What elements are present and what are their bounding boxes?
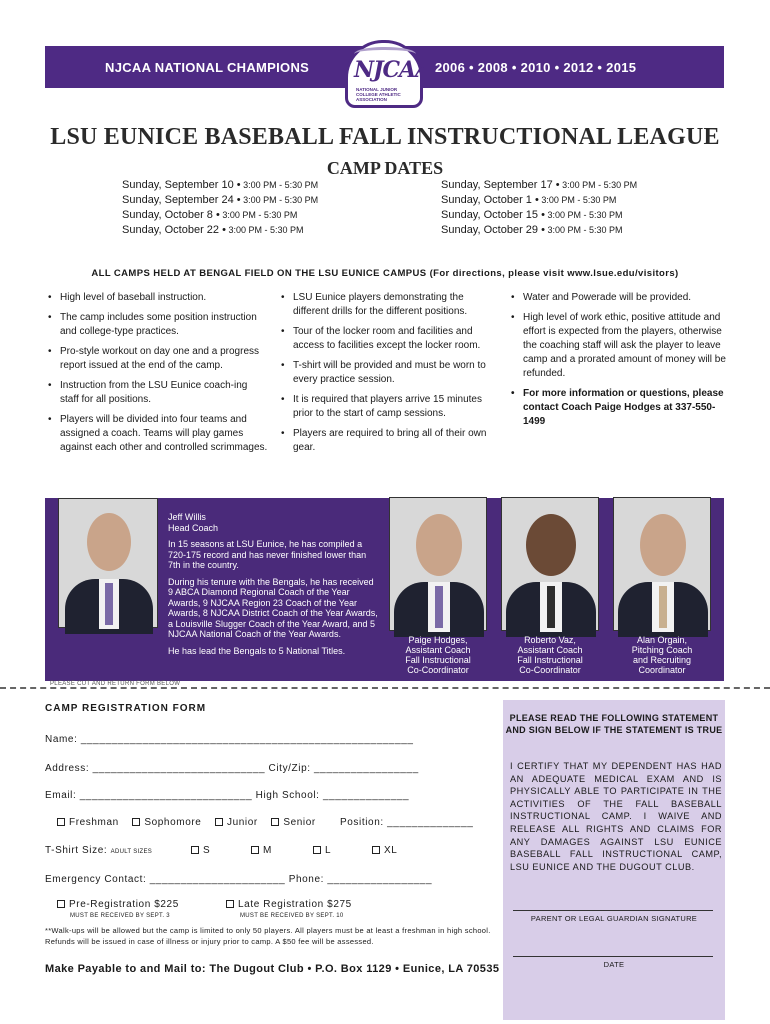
mailing-address: Make Payable to and Mail to: The Dugout Club • P.O. Box 1129 • Eunice, LA 70535 [45, 963, 500, 975]
cut-line [0, 687, 770, 689]
grade-sophomore-checkbox[interactable]: Sophomore [132, 817, 201, 828]
date-row: Sunday, October 22 • 3:00 PM - 5:30 PM [122, 224, 304, 236]
bio-paragraph: In 15 seasons at LSU Eunice, he has compiled a 720-175 record and has never finished lower than 7th in the country. [168, 539, 367, 570]
list-item: • Tour of the locker room and facilities and access to facilities except the locker room. [281, 325, 501, 353]
dates-left-column [122, 178, 318, 238]
features-column-2 [281, 291, 501, 461]
checkbox-icon [271, 818, 279, 826]
bio-paragraph: He has lead the Bengals to 5 National Titles. [168, 645, 346, 656]
logo-subtext: NATIONAL JUNIOR COLLEGE ATHLETIC ASSOCIATION [356, 87, 401, 102]
features-column-3 [511, 291, 731, 435]
coach-caption: Alan Orgain, Pitching Coach and Recruiting Coordinator [631, 635, 693, 675]
pre-registration-note: MUST BE RECEIVED BY SEPT. 3 [70, 913, 170, 919]
date-line[interactable] [513, 956, 713, 957]
list-item: • Players are required to bring all of their own gear. [281, 427, 501, 455]
address-city-field[interactable]: Address: ____________________________ City/Zip: _________________ [45, 763, 419, 774]
checkbox-icon [226, 900, 234, 908]
checkbox-icon [372, 846, 380, 854]
features-column-1 [48, 291, 268, 461]
pre-registration-checkbox[interactable]: Pre-Registration $225 [57, 899, 179, 910]
list-item: • The camp includes some position instruction and college-type practices. [48, 311, 268, 339]
list-item: • High level of baseball instruction. [48, 291, 268, 305]
grade-senior-checkbox[interactable]: Senior [271, 817, 316, 828]
size-m-checkbox[interactable]: M [251, 845, 272, 856]
list-item: • Players will be divided into four teams and assigned a coach. Teams will play games against each other and controlled scrimmages. [48, 413, 268, 455]
head-coach-bio [168, 512, 378, 662]
checkbox-icon [251, 846, 259, 854]
email-highschool-field[interactable]: Email: ____________________________ High School: ______________ [45, 790, 410, 801]
checkbox-icon [132, 818, 140, 826]
list-item: • It is required that players arrive 15 minutes prior to the start of camp sessions. [281, 393, 501, 421]
coach-caption: Paige Hodges, Assistant Coach Fall Instructional Co-Coordinator [405, 635, 471, 675]
date-row: Sunday, September 17 • 3:00 PM - 5:30 PM [441, 179, 638, 191]
list-item: • Water and Powerade will be provided. [511, 291, 731, 305]
form-title: CAMP REGISTRATION FORM [45, 703, 207, 714]
signature-label: PARENT OR LEGAL GUARDIAN SIGNATURE [530, 914, 698, 923]
size-l-checkbox[interactable]: L [313, 845, 331, 856]
checkbox-icon [191, 846, 199, 854]
bio-paragraph: During his tenure with the Bengals, he has received 9 ABCA Diamond Regional Coach of the Year Awards, 9 NJCAA Region 23 Coach of the Year Awards, 8 NJCAA District Coach of the Year Awards, a Louisville Slugger Coach of the Year Award, and 5 NJCAA National Coach of the Year Awards. [168, 576, 378, 639]
grade-freshman-checkbox[interactable]: Freshman [57, 817, 119, 828]
camp-dates-heading: CAMP DATES [326, 158, 444, 178]
logo-word: NJCAA [354, 57, 432, 83]
size-s-checkbox[interactable]: S [191, 845, 210, 856]
size-xl-checkbox[interactable]: XL [372, 845, 397, 856]
statement-heading: PLEASE READ THE FOLLOWING STATEMENT AND SIGN BELOW IF THE STATEMENT IS TRUE [505, 713, 723, 735]
banner-right-text: 2006 • 2008 • 2010 • 2012 • 2015 [435, 60, 637, 75]
signature-line[interactable] [513, 910, 713, 911]
list-item: • T-shirt will be provided and must be worn to every practice session. [281, 359, 501, 387]
date-row: Sunday, October 8 • 3:00 PM - 5:30 PM [122, 209, 298, 221]
name-field[interactable]: Name: ______________________________________________________ [45, 734, 414, 745]
checkbox-icon [215, 818, 223, 826]
dates-right-column [441, 178, 637, 238]
head-coach-photo [58, 498, 158, 628]
walkup-note: **Walk-ups will be allowed but the camp is limited to only 50 players. All players must be at least a freshman in high school. Refunds will be issued in case of illness or injury prior to camp. A $50 fee will be assessed. [45, 926, 491, 946]
late-registration-note: MUST BE RECEIVED BY SEPT. 10 [240, 913, 344, 919]
waiver-statement-box [503, 700, 725, 1020]
head-coach-name: Jeff Willis [168, 512, 206, 522]
page-title: LSU EUNICE BASEBALL FALL INSTRUCTIONAL LEAGUE [50, 124, 720, 150]
grade-row [57, 817, 316, 828]
location-note: ALL CAMPS HELD AT BENGAL FIELD ON THE LSU EUNICE CAMPUS (For directions, please visit www.lsue.edu/visitors) [91, 268, 679, 279]
banner-left-text: NJCAA NATIONAL CHAMPIONS [105, 60, 310, 75]
position-field[interactable]: Position: ______________ [340, 817, 474, 828]
date-row: Sunday, September 10 • 3:00 PM - 5:30 PM [122, 179, 319, 191]
checkbox-icon [57, 900, 65, 908]
pitching-coach-photo [613, 497, 711, 631]
assistant-coach-photo [389, 497, 487, 631]
checkbox-icon [313, 846, 321, 854]
date-label: DATE [603, 960, 625, 969]
tshirt-label: T-Shirt Size: ADULT SIZES [45, 845, 153, 856]
date-row: Sunday, October 1 • 3:00 PM - 5:30 PM [441, 194, 617, 206]
grade-junior-checkbox[interactable]: Junior [215, 817, 258, 828]
coach-caption: Roberto Vaz, Assistant Coach Fall Instructional Co-Coordinator [517, 635, 583, 675]
date-row: Sunday, October 15 • 3:00 PM - 5:30 PM [441, 209, 623, 221]
tshirt-note: ADULT SIZES [110, 849, 153, 855]
statement-body: I CERTIFY THAT MY DEPENDENT HAS HAD AN ADEQUATE MEDICAL EXAM AND IS PHYSICALLY ABLE TO PARTICIPATE IN THE ACTIVITIES OF THE FALL BASEBALL INSTRUCTIONAL CAMP. I WAIVE AND RELEASE ALL RIGHTS AND CLAIMS FOR ANY DAMAGES AGAINST LSU EUNICE BASEBALL FALL INSTRUCTIONAL CAMP, LSU EUNICE AND THE DUGOUT CLUB. [510, 761, 722, 872]
cut-label: PLEASE CUT AND RETURN FORM BELOW [50, 681, 181, 687]
contact-info: • For more information or questions, please contact Coach Paige Hodges at 337-550-1499 [511, 387, 731, 429]
checkbox-icon [57, 818, 65, 826]
date-row: Sunday, September 24 • 3:00 PM - 5:30 PM [122, 194, 319, 206]
head-coach-role: Head Coach [168, 522, 219, 533]
assistant-coach-photo [501, 497, 599, 631]
njcaa-logo [345, 40, 432, 108]
list-item: • High level of work ethic, positive attitude and effort is expected from the players, otherwise the coaching staff will ask the player to leave camp and a prorated amount of money will be refunded. [511, 311, 731, 381]
list-item: • Pro-style workout on day one and a progress report issued at the end of the camp. [48, 345, 268, 373]
late-registration-checkbox[interactable]: Late Registration $275 [226, 899, 352, 910]
list-item: • Instruction from the LSU Eunice coach-ing staff for all positions. [48, 379, 268, 407]
emergency-contact-field[interactable]: Emergency Contact: ______________________ Phone: _________________ [45, 874, 433, 885]
list-item: • LSU Eunice players demonstrating the different drills for the different positions. [281, 291, 501, 319]
date-row: Sunday, October 29 • 3:00 PM - 5:30 PM [441, 224, 623, 236]
